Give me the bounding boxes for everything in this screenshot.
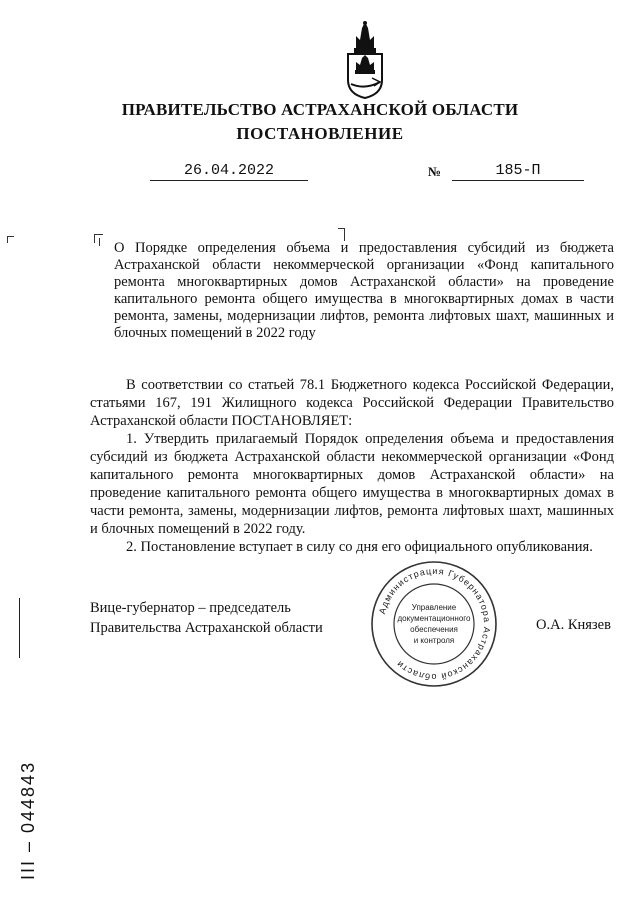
stamp-ring-text: Администрация Губернатора Астраханской области	[377, 565, 493, 683]
corner-bracket	[99, 238, 100, 246]
stamp-line-1: Управление	[411, 603, 457, 612]
stamp-line-2: документационного	[397, 614, 471, 623]
stamp-line-3: обеспечения	[410, 625, 458, 634]
stamp-line-4: и контроля	[413, 636, 455, 645]
org-title: ПРАВИТЕЛЬСТВО АСТРАХАНСКОЙ ОБЛАСТИ	[121, 100, 519, 119]
corner-bracket	[7, 236, 14, 243]
number-sign: №	[428, 164, 442, 179]
coat-of-arms-emblem	[342, 20, 388, 100]
document-body	[90, 376, 614, 556]
document-number: 185-П	[495, 162, 541, 179]
signatory-name: О.А. Князев	[536, 617, 611, 633]
date-underline	[150, 180, 308, 181]
document-subject: О Порядке определения объема и предоставления субсидий из бюджета Астраханской области некоммерческой организации «Фонд капитального ремонта многоквартирных домов Астраханской области» на проведение капитального ремонта общего имущества в многоквартирных домах в части ремонта, замены, модернизации лифтов, ремонта лифтовых шахт, машинных и блочных помещений в 2022 году	[114, 240, 614, 341]
position-line-1: Вице-губернатор – председатель	[90, 600, 291, 616]
margin-rule	[19, 598, 20, 658]
position-line-2: Правительства Астраханской области	[90, 620, 323, 636]
official-stamp	[370, 560, 498, 688]
signatory-position	[90, 598, 323, 638]
document-type: ПОСТАНОВЛЕНИЕ	[236, 124, 404, 143]
item-1: 1. Утвердить прилагаемый Порядок определения объема и предоставления субсидий из бюджета Астраханской области некоммерческой организации «Фонд капитального ремонта многоквартирных домов Астраханской области» на проведение капитального ремонта общего имущества в многоквартирных домах в части ремонта, замены, модернизации лифтов, ремонта лифтовых шахт, машинных и блочных помещений в 2022 году.	[90, 431, 614, 537]
preamble: В соответствии со статьей 78.1 Бюджетного кодекса Российской Федерации, статьями 167, 191 Жилищного кодекса Российской Федерации Правительство Астраханской области ПОСТАНОВЛЯЕТ:	[90, 377, 614, 429]
item-2: 2. Постановление вступает в силу со дня его официального опубликования.	[126, 539, 593, 555]
form-serial-number: III – 044843	[18, 760, 38, 880]
number-underline	[452, 180, 584, 181]
document-date: 26.04.2022	[183, 162, 274, 179]
